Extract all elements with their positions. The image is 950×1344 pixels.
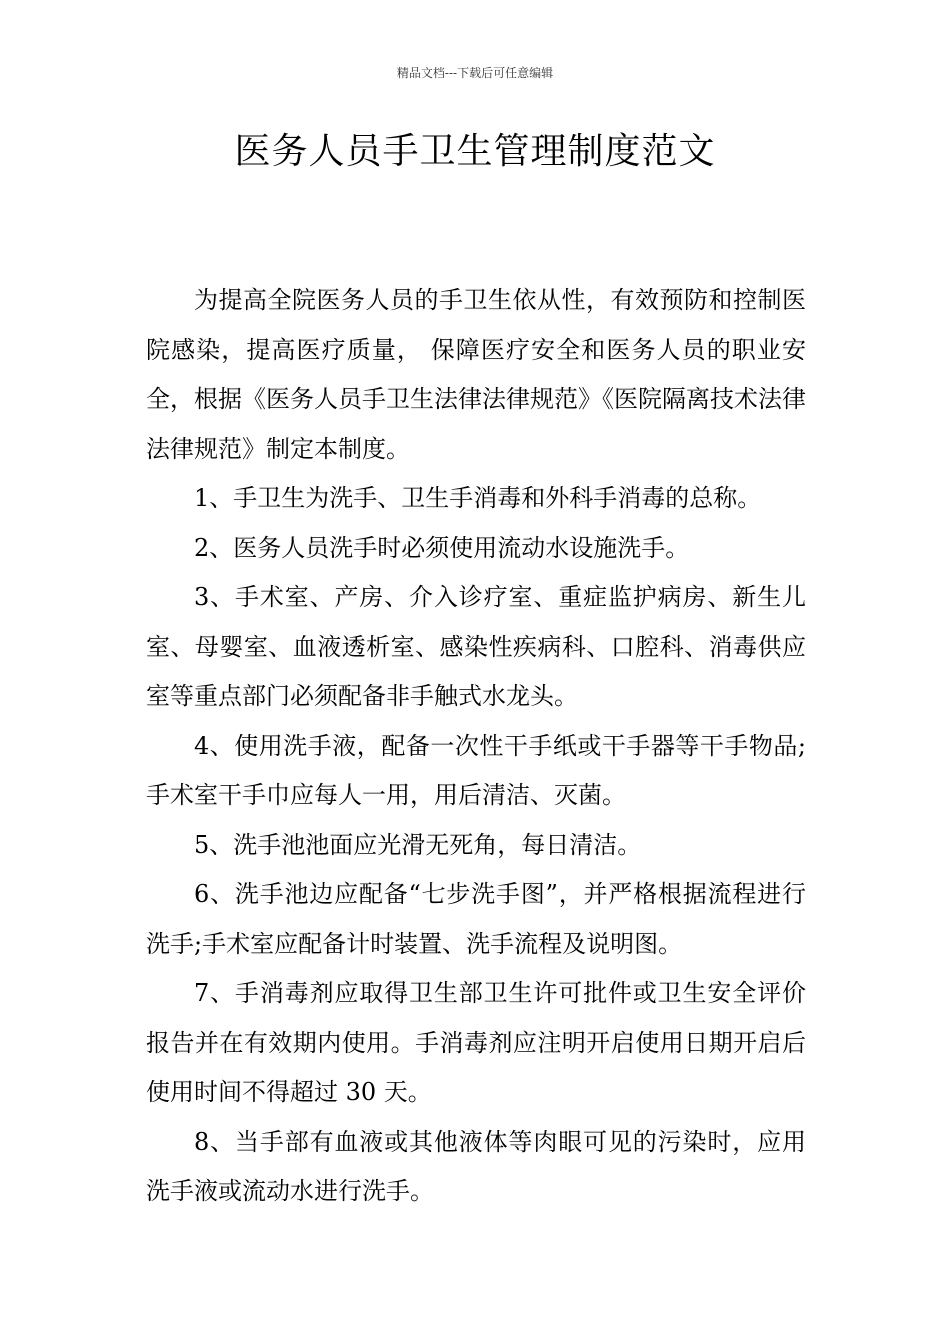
document-title: 医务人员手卫生管理制度范文 [234,131,716,172]
paragraph-item-4: 4、使用洗手液，配备一次性干手纸或干手器等干手物品;手术室干手巾应每人一用，用后清洁、灭菌。 [146,731,806,809]
paragraph-item-2: 2、医务人员洗手时必须使用流动水设施洗手。 [194,533,690,562]
intro-paragraph: 为提高全院医务人员的手卫生依从性，有效预防和控制医院感染，提高医疗质量， 保障医疗安全和医务人员的职业安全，根据《医务人员手卫生法律法律规范》《医院隔离技术法律法律规范》制定本制度。 [146,286,806,463]
paragraph-item-6: 6、洗手池边应配备“七步洗手图”，并严格根据流程进行洗手;手术室应配备计时装置、洗手流程及说明图。 [146,880,806,958]
paragraph-item-7: 7、手消毒剂应取得卫生部卫生许可批件或卫生安全评价报告并在有效期内使用。手消毒剂应注明开启使用日期开启后使用时间不得超过 30 天。 [146,979,806,1106]
paragraph-item-1: 1、手卫生为洗手、卫生手消毒和外科手消毒的总称。 [194,484,762,512]
paragraph-item-5: 5、洗手池池面应光滑无死角，每日清洁。 [194,830,642,859]
document-body [146,276,806,1217]
paragraph-item-8: 8、当手部有血液或其他液体等肉眼可见的污染时，应用洗手液或流动水进行洗手。 [146,1127,806,1205]
paragraph-item-3: 3、手术室、产房、介入诊疗室、重症监护病房、新生儿室、母婴室、血液透析室、感染性疾病科、口腔科、消毒供应室等重点部门必须配备非手触式水龙头。 [146,583,806,710]
header-note: 精品文档---下载后可任意编辑 [396,66,554,80]
